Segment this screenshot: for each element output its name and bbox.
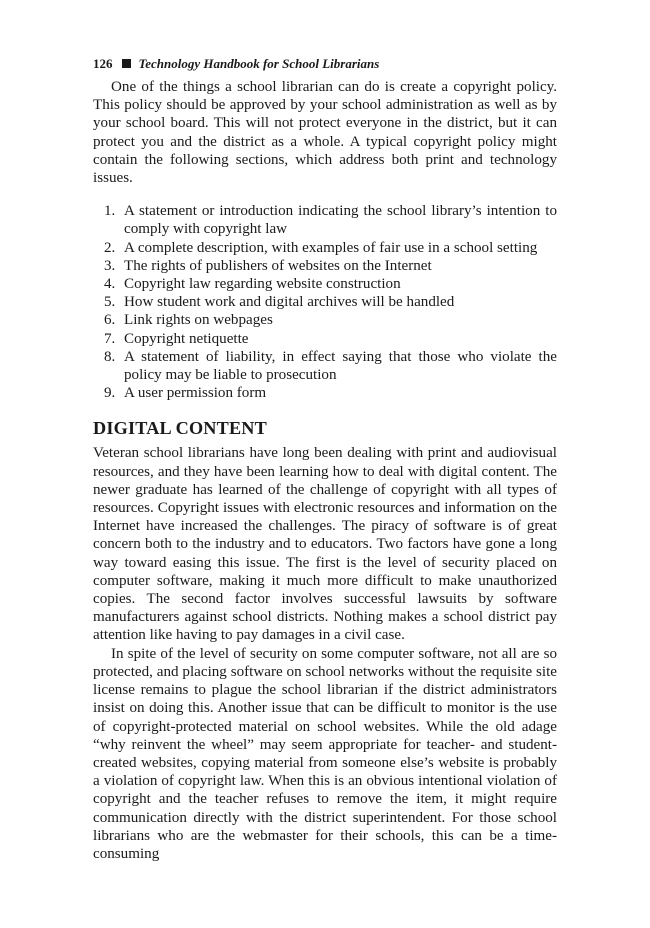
list-item: [93, 311, 557, 329]
list-item-text: A complete description, with examples of fair use in a school setting: [124, 239, 538, 256]
list-item-number: 6.: [104, 312, 116, 329]
list-item-text: A statement of liability, in effect saying that those who violate the policy may be liable to prosecution: [124, 348, 557, 384]
list-item-text: How student work and digital archives will be handled: [124, 294, 455, 311]
list-item-number: 3.: [104, 257, 116, 274]
list-item: [93, 384, 557, 402]
book-title: Technology Handbook for School Librarians: [138, 56, 380, 71]
list-item: [93, 293, 557, 311]
list-item: [93, 239, 557, 257]
list-item: [93, 202, 557, 238]
running-header: [93, 56, 379, 72]
list-item-number: 1.: [104, 203, 116, 220]
copyright-policy-list: [93, 202, 557, 402]
list-item-text: Copyright netiquette: [124, 330, 249, 347]
list-item-number: 5.: [104, 294, 116, 311]
list-item-text: A statement or introduction indicating the school library’s intention to comply with copyright law: [124, 203, 557, 238]
body-text: [93, 78, 557, 863]
list-item-number: 4.: [104, 276, 116, 293]
page-number: 126: [93, 56, 113, 71]
intro-paragraph: One of the things a school librarian can do is create a copyright policy. This policy should be approved by your school administration as well as by your school board. This will not protect everyone in the district, but it can protect you and the district as a whole. A typical copyright policy might contain the following sections, which address both print and technology issues.: [93, 79, 557, 187]
list-item-number: 7.: [104, 330, 116, 347]
list-item: [93, 348, 557, 384]
list-item: [93, 257, 557, 275]
list-item-number: 9.: [104, 385, 116, 402]
list-item-text: A user permission form: [124, 385, 267, 402]
section-paragraph-1: Veteran school librarians have long been dealing with print and audiovisual resources, and they have been learning how to deal with digital content. The newer graduate has learned of the challenge of copyright with all types of resources. Copyright issues with electronic resources and information on the Internet have increased the challenges. The piracy of software is of great concern both to the industry and to educators. Two factors have gone a long way toward easing this issue. The first is the level of security placed on computer software, making it much more difficult to make unauthorized copies. The second factor involves successful lawsuits by software manufacturers against school districts. Nothing makes a school district pay attention like having to pay damages in a civil case.: [93, 445, 557, 644]
list-item: [93, 275, 557, 293]
list-item-number: 2.: [104, 239, 116, 256]
square-bullet-icon: [122, 59, 131, 68]
section-heading: DIGITAL CONTENT: [93, 418, 267, 439]
list-item-text: Copyright law regarding website construction: [124, 276, 401, 293]
list-item: [93, 330, 557, 348]
list-item-text: The rights of publishers of websites on the Internet: [124, 257, 432, 274]
section-paragraph-2: In spite of the level of security on some computer software, not all are so protected, and placing software on school networks without the requisite site license remains to plague the school librarian if the district administrators insist on doing this. Another issue that can be difficult to monitor is the use of copyright-protected material on school websites. While the old adage “why reinvent the wheel” may seem appropriate for teacher- and student-created websites, copying material from someone else’s website is probably a violation of copyright law. When this is an obvious intentional violation of copyright and the teacher refuses to remove the item, it might require communication directly with the district superintendent. For those school librarians who are the webmaster for their schools, this can be a time-consuming: [93, 645, 557, 862]
list-item-number: 8.: [104, 348, 116, 365]
list-item-text: Link rights on webpages: [124, 312, 273, 329]
